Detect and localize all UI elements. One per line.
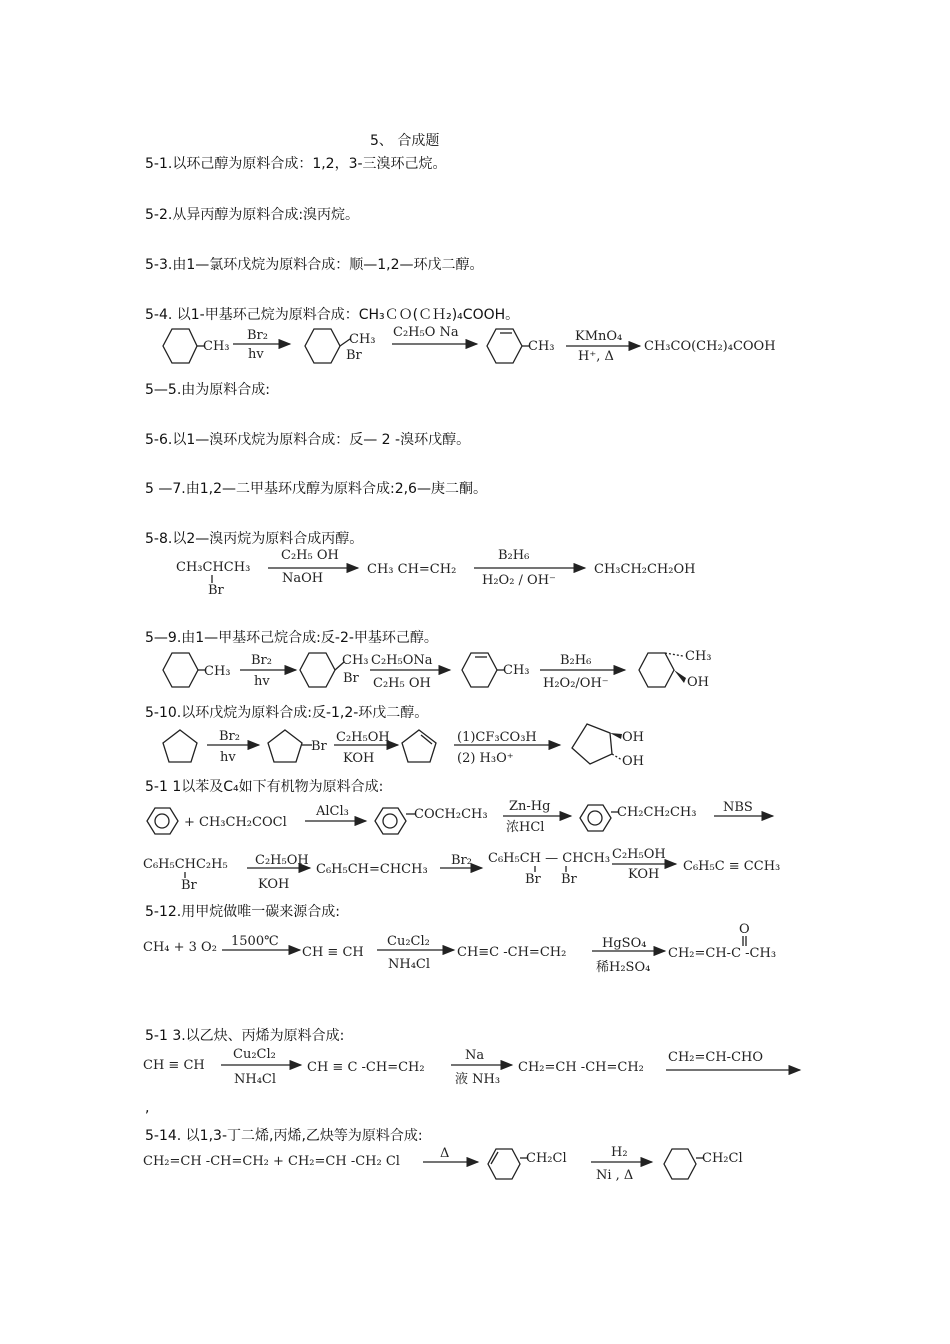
product: CH₂CH₂CH₃ [617, 805, 697, 820]
intermediate: CH ≡ CH [302, 945, 364, 960]
reagent-bottom: KOH [343, 751, 375, 766]
problem-5-4: 5-4. 以1-甲基环己烷为原料合成：CH₃ＣＯ(ＣＨ₂)₄COOH。 [145, 307, 520, 323]
br-label: Br [525, 872, 541, 887]
reagent-top: B₂H₆ [498, 548, 530, 563]
reagent-top: H₂ [611, 1145, 628, 1160]
product: CH₂=CH-C -CH₃ [668, 946, 777, 961]
intermediate: CH₃ CH=CH₂ [367, 562, 457, 577]
reagent-top: 1500℃ [231, 934, 279, 949]
reagent-bottom: KOH [258, 877, 290, 892]
reagent-top: Δ [440, 1146, 450, 1161]
reagent-bottom: 液 NH₃ [455, 1072, 501, 1087]
reaction-5-4 [163, 325, 776, 364]
cyclopentane-ring [163, 730, 197, 762]
reagent-top: Br₂ [251, 653, 272, 668]
ch3-label: CH₃ [204, 664, 231, 679]
reagent-bottom: C₂H₅ OH [373, 676, 431, 691]
oh-label: OH [687, 675, 709, 690]
reagent: + CH₃CH₂COCl [184, 815, 287, 830]
reagent-top: CH₂=CH-CHO [668, 1050, 764, 1065]
reaction-5-14 [143, 1145, 743, 1183]
cyclohexene-ring [462, 653, 497, 687]
starting-material: CH ≡ CH [143, 1058, 205, 1073]
reagent-top: B₂H₆ [560, 653, 592, 668]
br-label: Br [208, 583, 224, 598]
reagent-top: Na [465, 1048, 485, 1063]
reagent-bottom: H₂O₂ / OH⁻ [482, 573, 556, 588]
cyclohexene-ring [488, 1149, 520, 1179]
reagent-top: Cu₂Cl₂ [233, 1047, 276, 1062]
reagent-top: HgSO₄ [602, 936, 647, 951]
oh-label: OH [622, 754, 644, 769]
reagent-bottom: 稀H₂SO₄ [596, 960, 651, 975]
reagent-bottom: NaOH [282, 571, 324, 586]
product: COCH₂CH₃ [414, 807, 488, 822]
cyclohexane-ring [639, 653, 674, 687]
ch3-label: CH₃ [203, 339, 230, 354]
cyclopentene-ring [402, 730, 436, 762]
reagent-top: Zn-Hg [509, 799, 551, 814]
reagent-top: Br₂ [247, 328, 268, 343]
reagent-bottom: Ni , Δ [596, 1168, 634, 1183]
problem-5-14: 5-14. 以1,3-丁二烯,丙烯,乙炔等为原料合成: [145, 1128, 423, 1144]
reagent-bottom: H₂O₂/OH⁻ [543, 676, 609, 691]
reagent-top: C₂H₅ONa [371, 653, 433, 668]
reagent-bottom: hv [248, 347, 264, 362]
starting-material: CH₃CHCH₃ [176, 560, 251, 575]
reagent-bottom: 浓HCl [506, 820, 545, 835]
reagent-top: Br₂ [451, 853, 472, 868]
problem-5-12: 5-12.用甲烷做唯一碳来源合成: [145, 904, 340, 920]
cyclohexane-ring [163, 329, 197, 363]
reagent-bottom: (2) H₃O⁺ [457, 751, 514, 766]
oh-label: OH [622, 730, 644, 745]
cyclopentane-ring [572, 724, 612, 764]
ch3-label: CH₃ [349, 332, 376, 347]
br-label: Br [346, 348, 362, 363]
intermediate: C₆H₅CHC₂H₅ [143, 857, 228, 872]
intermediate: CH₂=CH -CH=CH₂ [518, 1060, 644, 1075]
product: CH₃CH₂CH₂OH [594, 562, 696, 577]
reagent-top: Br₂ [219, 729, 240, 744]
problem-5-7: 5 —7.由1,2—二甲基环戊醇为原料合成:2,6—庚二酮。 [145, 481, 487, 497]
br-label: Br [561, 872, 577, 887]
reaction-5-8 [176, 548, 695, 598]
carbonyl-o: O [739, 922, 750, 937]
problem-5-2: 5-2.从异丙醇为原料合成:溴丙烷。 [145, 207, 360, 223]
product: CH₂Cl [526, 1151, 567, 1166]
cyclopentane-ring [268, 730, 302, 762]
product: C₆H₅C ≡ CCH₃ [683, 859, 781, 874]
ch3-label: CH₃ [528, 339, 555, 354]
problem-5-13: 5-1 3.以乙炔、丙烯为原料合成: [145, 1028, 345, 1044]
reagent-top: Cu₂Cl₂ [387, 934, 430, 949]
reaction-5-10 [163, 724, 644, 769]
benzene-ring [580, 805, 611, 831]
problem-5-1: 5-1.以环己醇为原料合成：1,2，3-三溴环己烷。 [145, 156, 447, 172]
starting-material: CH₂=CH -CH=CH₂ + CH₂=CH -CH₂ Cl [143, 1154, 400, 1169]
product: CH₂Cl [702, 1151, 743, 1166]
problem-comma: , [145, 1100, 150, 1116]
br-label: Br [311, 739, 327, 754]
problem-5-8: 5-8.以2—溴丙烷为原料合成丙醇。 [145, 531, 364, 547]
cyclohexane-ring [163, 653, 198, 687]
ch3-label: CH₃ [342, 653, 369, 668]
ch3-label: CH₃ [503, 663, 530, 678]
br-label: Br [343, 671, 359, 686]
reagent-top: C₂H₅OH [255, 853, 309, 868]
reaction-5-12 [143, 922, 776, 975]
starting-material: CH₄ + 3 O₂ [143, 940, 217, 955]
reagent-bottom: NH₄Cl [234, 1072, 277, 1087]
reaction-5-13 [143, 1047, 800, 1087]
product: CH₃CO(CH₂)₄COOH [644, 339, 776, 354]
cyclohexane-ring [300, 653, 335, 687]
section-title: 5、 合成题 [370, 133, 440, 149]
problem-5-5: 5—5.由为原料合成: [145, 382, 270, 398]
reaction-5-11-step2 [143, 847, 780, 893]
reaction-5-9 [163, 649, 712, 691]
problem-5-6: 5-6.以1—溴环戊烷为原料合成：反— 2 -溴环戊醇。 [145, 432, 471, 448]
problem-5-3: 5-3.由1—氯环戊烷为原料合成：顺—1,2—环戊二醇。 [145, 257, 484, 273]
reagent-top: C₂H₅O Na [393, 325, 459, 340]
cyclohexane-ring [664, 1149, 696, 1179]
reagent-top: C₂H₅OH [336, 730, 390, 745]
intermediate: C₆H₅CH=CHCH₃ [316, 862, 428, 877]
reagent-top: (1)CF₃CO₃H [457, 730, 537, 745]
reagent-top: C₂H₅ OH [281, 548, 339, 563]
intermediate: CH ≡ C -CH=CH₂ [307, 1060, 425, 1075]
benzene-ring [375, 808, 406, 834]
problem-5-11: 5-1 1以苯及C₄如下有机物为原料合成: [145, 779, 384, 795]
reagent-bottom: NH₄Cl [388, 957, 431, 972]
benzene-ring [147, 808, 178, 834]
ch3-label: CH₃ [685, 649, 712, 664]
reagent-top: NBS [723, 800, 753, 815]
cyclohexane-ring [305, 329, 340, 363]
problem-5-9: 5—9.由1—甲基环己烷合成:反-2-甲基环己醇。 [145, 630, 438, 646]
reagent-bottom: KOH [628, 867, 660, 882]
intermediate: CH≡C -CH=CH₂ [457, 945, 567, 960]
intermediate: C₆H₅CH — CHCH₃ [488, 851, 611, 866]
reagent-bottom: hv [220, 750, 236, 765]
reagent-top: C₂H₅OH [612, 847, 666, 862]
reagent-top: AlCl₃ [316, 804, 349, 819]
reagent-top: KMnO₄ [575, 329, 623, 344]
reagent-bottom: H⁺, Δ [578, 349, 614, 364]
cyclohexene-ring [487, 329, 522, 363]
br-label: Br [181, 878, 197, 893]
problem-5-10: 5-10.以环戊烷为原料合成:反-1,2-环戊二醇。 [145, 705, 429, 721]
reaction-5-11-step1 [147, 799, 773, 835]
reagent-bottom: hv [254, 674, 270, 689]
